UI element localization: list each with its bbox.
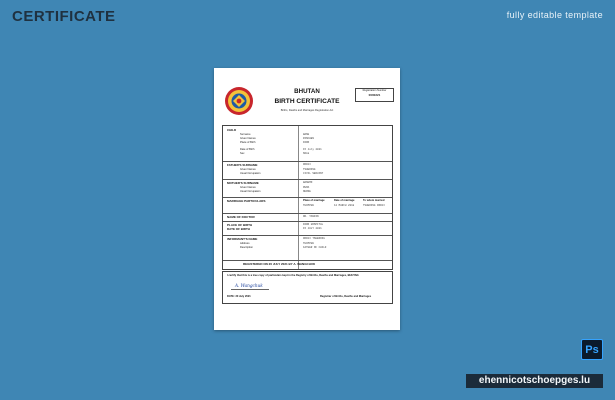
child-place-value: PARO bbox=[303, 141, 310, 144]
registration-number: 0000221 bbox=[368, 93, 381, 97]
child-sex-value: MALE bbox=[303, 152, 310, 155]
child-date-label: Date of Birth bbox=[240, 148, 255, 151]
header-subtitle: fully editable template bbox=[506, 10, 603, 20]
divider-mother bbox=[223, 179, 392, 180]
child-surname-label: Surname bbox=[240, 133, 251, 136]
doctor-value: DR. TANDIN bbox=[303, 215, 319, 218]
mother-occupation-label: Usual Occupation bbox=[240, 190, 261, 193]
child-sex-label: Sex bbox=[240, 152, 245, 155]
section-child: CHILD bbox=[227, 128, 237, 132]
marriage-date-label: Date of marriage bbox=[334, 199, 355, 202]
informant-description-value: FATHER OF CHILD bbox=[303, 246, 327, 249]
registration-box bbox=[355, 88, 394, 102]
section-informant: INFORMANT'S NAME bbox=[227, 237, 258, 241]
section-doctor: NAME OF DOCTOR bbox=[227, 215, 255, 219]
registered-line: REGISTERED ON 20 JULY 2021 BY A. WANGCHUK bbox=[243, 262, 316, 266]
certificate-document bbox=[214, 68, 400, 330]
marriage-place-label: Place of marriage bbox=[303, 199, 325, 202]
certificate-title: BIRTH CERTIFICATE bbox=[274, 98, 340, 105]
child-surname-value: WANG bbox=[303, 133, 310, 136]
mother-surname-value: WANGMO bbox=[303, 181, 313, 184]
certificate-subtitle: Births, Deaths and Marriages Registration Act bbox=[280, 109, 334, 112]
header-title: CERTIFICATE bbox=[12, 8, 116, 25]
particulars-table bbox=[222, 125, 393, 270]
divider-place bbox=[223, 221, 392, 222]
father-given-value: TSHERING bbox=[303, 168, 316, 171]
divider-father bbox=[223, 161, 392, 162]
certificate-date: DATE: 20 July 2021 bbox=[227, 295, 251, 298]
country-heading: BHUTAN bbox=[294, 88, 320, 95]
father-given-label: Given Names bbox=[240, 168, 256, 171]
place-value: PARO HOSPITAL bbox=[303, 223, 324, 226]
certification-box bbox=[222, 271, 393, 304]
father-occupation-label: Usual Occupation bbox=[240, 172, 261, 175]
certify-text: I certify that this is a true copy of particulars kept in the Registry of Births, Deaths and Marriages, BHUTAN. bbox=[227, 274, 360, 277]
photoshop-badge-icon: Ps bbox=[581, 339, 603, 360]
section-marriage: MARRIAGE PARTICULARS bbox=[227, 199, 266, 203]
brand-label: ehennicotschoepges.lu bbox=[466, 374, 603, 388]
informant-description-label: Description bbox=[240, 246, 253, 249]
registration-label: Registration Number bbox=[362, 89, 387, 92]
date-value: 15 JULY 2021 bbox=[303, 227, 322, 230]
signature-line bbox=[231, 289, 269, 290]
signature: A. Wangchuk bbox=[235, 283, 263, 288]
marriage-whom-label: To whom married bbox=[363, 199, 385, 202]
section-date: DATE OF BIRTH bbox=[227, 227, 250, 231]
child-place-label: Place of Birth bbox=[240, 141, 256, 144]
divider-informant bbox=[223, 235, 392, 236]
divider-doctor bbox=[223, 213, 392, 214]
divider-marriage bbox=[223, 197, 392, 198]
mother-given-label: Given Names bbox=[240, 186, 256, 189]
child-given-label: Given Names bbox=[240, 137, 256, 140]
child-given-value: RINCHEN bbox=[303, 137, 314, 140]
father-surname-value: DORJI bbox=[303, 163, 311, 166]
informant-name-value: DORJI TSHERING bbox=[303, 237, 325, 240]
marriage-date-value: 12 MARCH 2018 bbox=[334, 204, 355, 207]
marriage-place-value: THIMPHU bbox=[303, 204, 314, 207]
father-occupation-value: CIVIL SERVANT bbox=[303, 172, 324, 175]
mother-given-value: PEMA bbox=[303, 186, 310, 189]
section-father: FATHER'S SURNAME bbox=[227, 163, 258, 167]
mother-occupation-value: NURSE bbox=[303, 190, 311, 193]
registrar-title: Registrar of Births, Deaths and Marriages bbox=[320, 295, 372, 298]
marriage-whom-value: TSHERING DORJI bbox=[363, 204, 385, 207]
section-place: PLACE OF BIRTH bbox=[227, 223, 253, 227]
child-date-value: 15 July 2021 bbox=[303, 148, 322, 151]
informant-address-value: THIMPHU bbox=[303, 242, 314, 245]
divider-registered bbox=[223, 260, 392, 261]
informant-address-label: Address bbox=[240, 242, 250, 245]
section-mother: MOTHER'S SURNAME bbox=[227, 181, 259, 185]
